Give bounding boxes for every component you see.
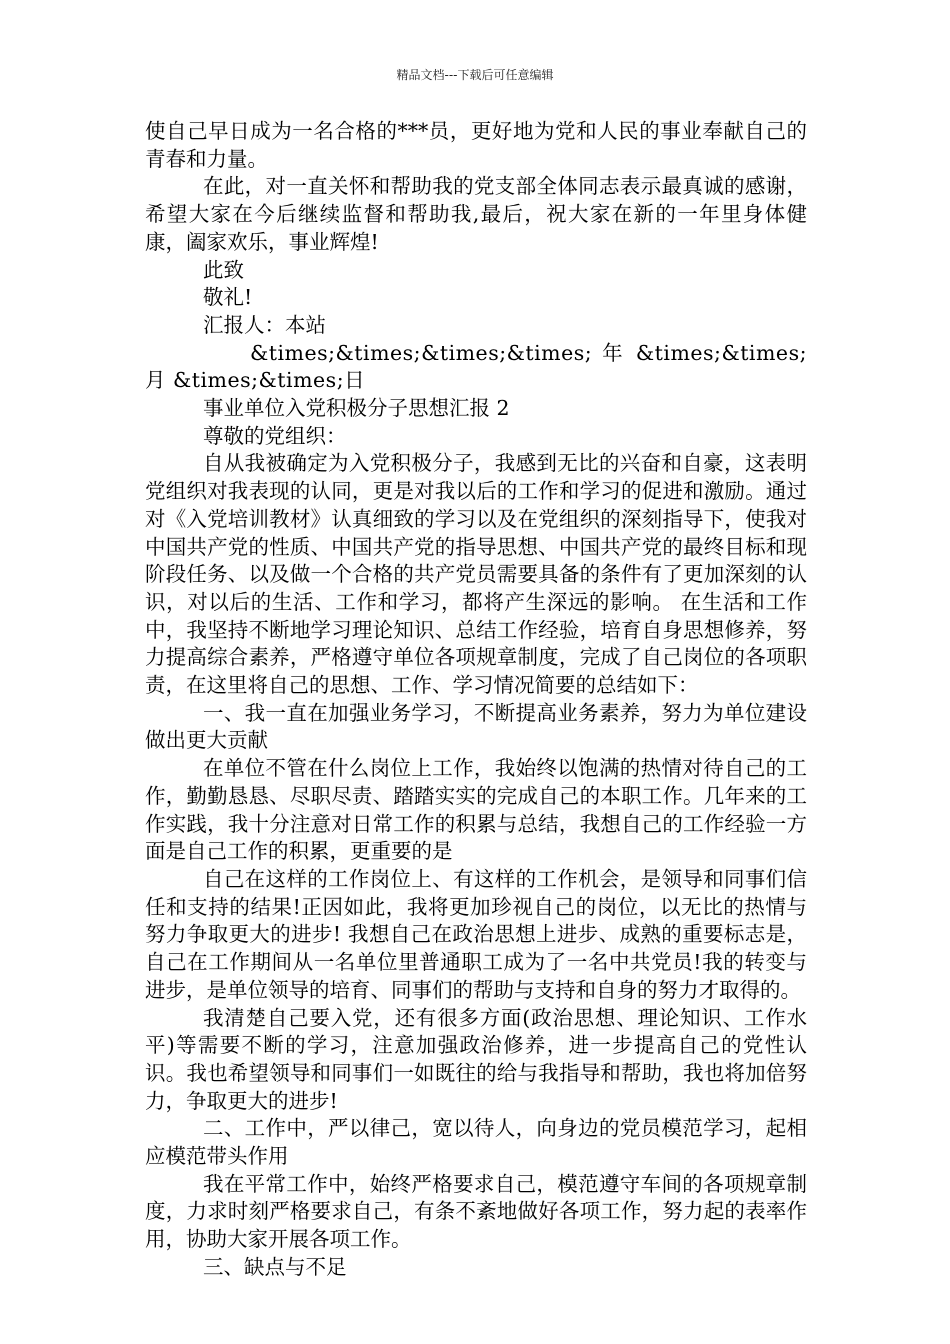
greeting: 尊敬的党组织： [203,423,347,448]
paragraph: 自己在这样的工作岗位上、有这样的工作机会，是领导和同事们信任和支持的结果!正因如此，我将更加珍视自己的岗位，以无比的热情与努力争取更大的进步! 我想自己在政治思想上进步、成熟的重要标志是，自己在工作期间从一名单位里普通职工成为了一名中共党员!我的转变与进步，是单位领导的培育、同事们的帮助与支持和自身的努力才取得的。 [145,866,807,1002]
page-header: 精品文档---下载后可任意编辑 [396,68,554,82]
salutation-closing: 此致 [203,257,244,282]
heading-two: 二、工作中，严以律己，宽以待人，向身边的党员模范学习，起相应模范带头作用 [145,1116,807,1169]
heading-three: 三、缺点与不足 [203,1254,347,1279]
paragraph: 我清楚自己要入党，还有很多方面(政治思想、理论知识、工作水平)等需要不断的学习，注意加强政治修养，进一步提高自己的党性认识。我也希望领导和同事们一如既往的给与我指导和帮助，我也将加倍努力，争取更大的进步! [145,1005,807,1113]
paragraph: 我在平常工作中，始终严格要求自己，模范遵守车间的各项规章制度，力求时刻严格要求自己，有条不紊地做好各项工作，努力起的表率作用，协助大家开展各项工作。 [145,1171,807,1252]
salutation-regards: 敬礼! [203,285,253,310]
date-line: &times;&times;&times;&times; 年 &times;&times; 月 &times;&times;日 [145,340,807,393]
section-title: 事业单位入党积极分子思想汇报 2 [203,396,510,421]
paragraph: 在此，对一直关怀和帮助我的党支部全体同志表示最真诚的感谢，希望大家在今后继续监督和帮助我,最后，祝大家在新的一年里身体健康，阖家欢乐，事业辉煌! [145,174,807,254]
paragraph: 在单位不管在什么岗位上工作，我始终以饱满的热情对待自己的工作，勤勤恳恳、尽职尽责、踏踏实实的完成自己的本职工作。几年来的工作实践，我十分注意对日常工作的积累与总结，我想自己的工作经验一方面是自己工作的积累，更重要的是 [145,756,807,864]
document-body [145,118,807,1282]
heading-one: 一、我一直在加强业务学习，不断提高业务素养，努力为单位建设做出更大贡献 [145,700,807,753]
reporter-line: 汇报人：本站 [203,312,326,337]
paragraph: 自从我被确定为入党积极分子，我感到无比的兴奋和自豪，这表明党组织对我表现的认同，更是对我以后的工作和学习的促进和激励。通过对《入党培训教材》认真细致的学习以及在党组织的深刻指导下，使我对中国共产党的性质、中国共产党的指导思想、中国共产党的最终目标和现阶段任务、以及做一个合格的共产党员需要具备的条件有了更加深刻的认识，对以后的生活、工作和学习，都将产生深远的影响。 在生活和工作中，我坚持不断地学习理论知识、总结工作经验，培育自身思想修养，努力提高综合素养，严格遵守单位各项规章制度，完成了自己岗位的各项职责，在这里将自己的思想、工作、学习情况简要的总结如下： [145,451,807,698]
paragraph: 使自己早日成为一名合格的***员，更好地为党和人民的事业奉献自己的青春和力量。 [145,119,807,171]
